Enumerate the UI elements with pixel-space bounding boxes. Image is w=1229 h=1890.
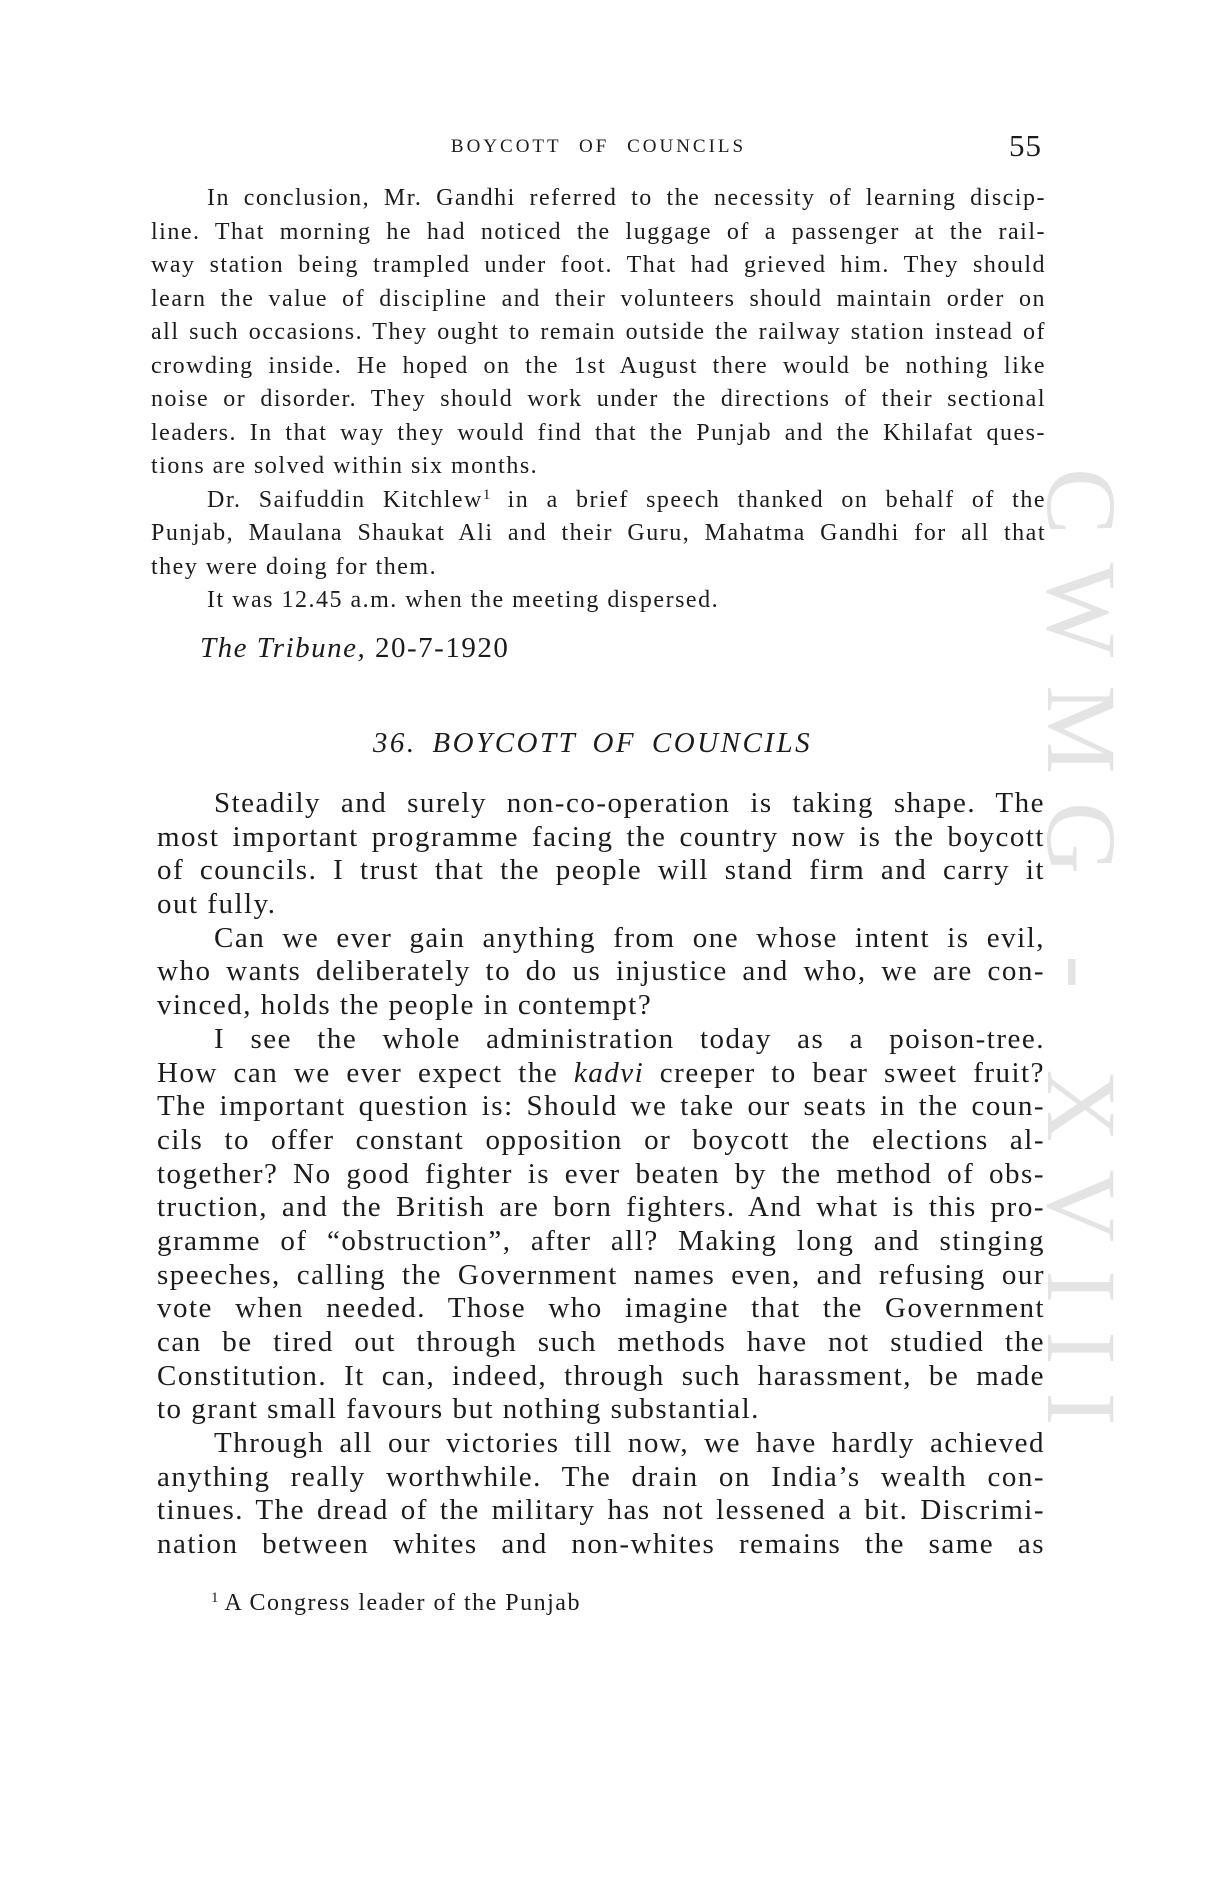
paragraph — [157, 1427, 1045, 1562]
paragraph — [151, 584, 1046, 618]
publication-date: 20-7-1920 — [375, 632, 510, 664]
footnote-marker: 1 — [211, 1590, 219, 1606]
text-line: crowding inside. He hoped on the 1st August there would be nothing like — [151, 352, 1046, 379]
text-line — [151, 484, 1046, 518]
line-text: How can we ever expect the — [157, 1056, 574, 1089]
text-line: tions are solved within six months. — [151, 453, 539, 479]
text-line: most important programme facing the country now is the boycott — [157, 820, 1045, 853]
text-line: line. That morning he had noticed the luggage of a passenger at the rail- — [151, 218, 1046, 245]
text-line: together? No good fighter is ever beaten by the method of obs- — [157, 1157, 1045, 1190]
text-line: out fully. — [157, 888, 277, 921]
text-line: of councils. I trust that the people will stand firm and carry it — [157, 854, 1045, 887]
text-line: speeches, calling the Government names even, and refusing our — [157, 1258, 1045, 1291]
text-line: Through all our victories till now, we have hardly achieved — [214, 1427, 1045, 1460]
text-line: noise or disorder. They should work under the directions of their sectional — [151, 386, 1046, 412]
watermark: CWMG - XVIII — [1026, 468, 1137, 1454]
text-line: Can we ever gain anything from one whose intent is evil, — [214, 921, 1045, 954]
text-line: Constitution. It can, indeed, through such harassment, be made — [157, 1359, 1045, 1392]
text-line: to grant small favours but nothing substantial. — [157, 1393, 760, 1426]
text-line: vinced, holds the people in contempt? — [157, 989, 653, 1022]
text-line: way station being trampled under foot. That had grieved him. They should — [151, 252, 1046, 278]
line-text: Dr. Saifuddin Kitchlew — [207, 486, 483, 513]
text-line: vote when needed. Those who imagine that the Government — [157, 1292, 1045, 1325]
line-text: in a brief speech thanked on behalf of the — [490, 486, 1046, 513]
text-line: all such occasions. They ought to remain outside the railway station instead of — [151, 319, 1046, 345]
source-citation — [200, 631, 509, 665]
paragraph — [157, 787, 1045, 922]
text-line: they were doing for them. — [151, 553, 438, 580]
text-line: learn the value of discipline and their volunteers should maintain order on — [151, 285, 1046, 312]
emphasized-word: kadvi — [573, 1056, 645, 1089]
text-line: It was 12.45 a.m. when the meeting dispersed. — [207, 587, 720, 613]
page-number: 55 — [1009, 128, 1042, 163]
text-line: anything really worthwhile. The drain on India’s wealth con- — [157, 1460, 1045, 1493]
paragraph — [151, 182, 1046, 484]
text-line: truction, and the British are born fighters. And what is this pro- — [157, 1191, 1045, 1224]
footnote-reference: 1 — [482, 486, 491, 503]
footnote-text: A Congress leader of the Punjab — [224, 1590, 581, 1616]
footnote — [211, 1586, 581, 1620]
line-text: creeper to bear sweet fruit? — [644, 1056, 1045, 1089]
paragraph — [157, 1023, 1045, 1427]
paragraph — [157, 922, 1045, 1023]
publication-name: The Tribune, — [200, 632, 367, 664]
text-line: The important question is: Should we take our seats in the coun- — [157, 1090, 1045, 1123]
text-line: cils to offer constant opposition or boycott the elections al- — [157, 1123, 1045, 1156]
text-line: I see the whole administration today as a poison-tree. — [214, 1022, 1045, 1055]
text-line: Steadily and surely non-co-operation is taking shape. The — [214, 787, 1045, 819]
running-title: BOYCOTT OF COUNCILS — [450, 136, 747, 157]
text-line: In conclusion, Mr. Gandhi referred to the necessity of learning discip- — [207, 185, 1046, 211]
text-line: can be tired out through such methods have not studied the — [157, 1326, 1045, 1358]
text-line: tinues. The dread of the military has not lessened a bit. Discrimi- — [157, 1494, 1045, 1527]
text-line: leaders. In that way they would find that the Punjab and the Khilafat ques- — [151, 419, 1046, 446]
article-body — [157, 787, 1045, 1562]
text-line: Punjab, Maulana Shaukat Ali and their Guru, Mahatma Gandhi for all that — [151, 520, 1046, 546]
text-line: gramme of “obstruction”, after all? Making long and stinging — [157, 1224, 1045, 1257]
text-line: nation between whites and non-whites remains the same as — [157, 1528, 1045, 1561]
text-line: who wants deliberately to do us injustice and who, we are con- — [157, 955, 1045, 988]
report-text — [151, 182, 1046, 618]
paragraph — [151, 484, 1046, 585]
text-line — [157, 1057, 1045, 1091]
article-title: 36. BOYCOTT OF COUNCILS — [372, 727, 813, 759]
